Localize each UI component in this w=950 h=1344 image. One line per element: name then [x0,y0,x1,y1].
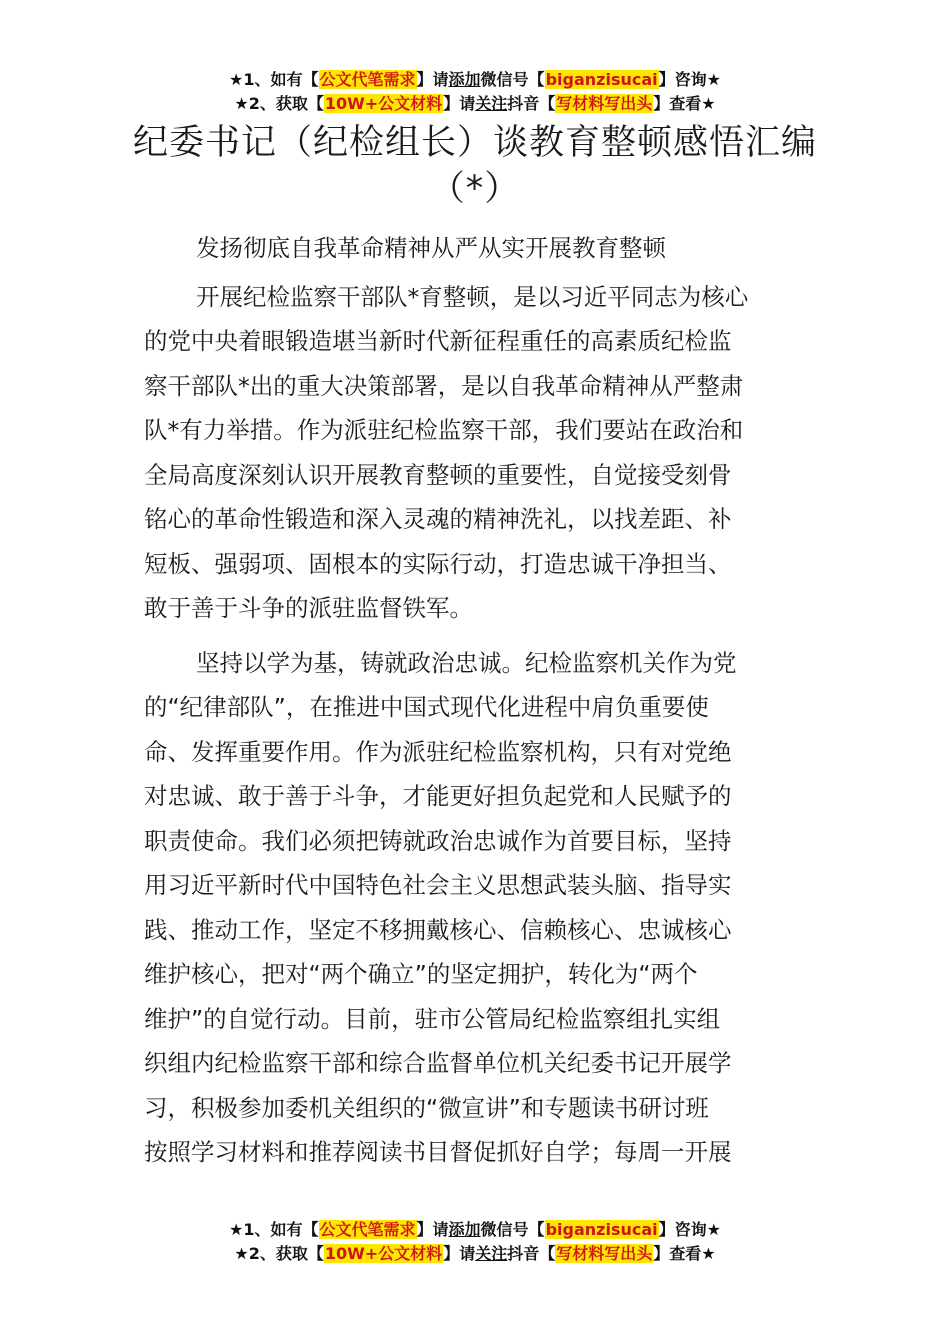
promo-line-2 [0,92,950,116]
promo-highlight: 10W+公文材料 [324,1244,443,1263]
promo-text: 】咨询★ [658,70,721,89]
paragraph-line: 对忠诚、敢于善于斗争，才能更好担负起党和人民赋予的 [144,782,732,810]
promo-text: ★1、如有【 [229,1220,319,1239]
paragraph-line: 短板、强弱项、固根本的实际行动，打造忠诚干净担当、 [144,549,732,578]
douyin-account-highlight: 写材料写出头 [556,94,653,113]
paragraph-line: 坚持以学为基，铸就政治忠诚。纪检监察机关作为党 [196,648,737,677]
promo-text: 抖音【 [507,1244,556,1263]
paragraph-line: 命、发挥重要作用。作为派驻纪检监察机构，只有对党绝 [144,737,732,766]
promo-underlined-text: 关注 [475,1244,508,1263]
promo-text: 抖音【 [507,94,556,113]
promo-highlight: 公文代笔需求 [319,70,416,89]
paragraph-line: 维护核心，把对“两个确立”的坚定拥护，转化为“两个 [144,960,698,988]
paragraph-line: 职责使命。我们必须把铸就政治忠诚作为首要目标，坚持 [144,826,732,855]
promo-underlined-text: 添加 [448,1220,481,1239]
promo-text: 】查看★ [653,94,716,113]
promo-line-1 [0,68,950,92]
paragraph-list [144,275,812,1175]
promo-text: 】咨询★ [658,1220,721,1239]
footer-promo-banner [0,1218,950,1266]
promo-line-1 [0,1218,950,1242]
paragraph-line: 全局高度深刻认识开展教育整顿的重要性，自觉接受刻骨 [144,460,732,489]
wechat-id-highlight: biganzisucai [545,1220,658,1239]
douyin-account-highlight: 写材料写出头 [556,1244,653,1263]
title-line-2: （*） [429,169,521,209]
promo-text: ★2、获取【 [234,1244,324,1263]
promo-text: 】请 [416,1220,449,1239]
paragraph-line: 用习近平新时代中国特色社会主义思想武装头脑、指导实 [144,871,732,899]
paragraph-line: 维护”的自觉行动。目前，驻市公管局纪检监察组扎实组 [144,1004,721,1033]
paragraph-line: 的“纪律部队”，在推进中国式现代化进程中肩负重要使 [144,693,709,721]
paragraph-line: 按照学习材料和推荐阅读书目督促抓好自学；每周一开展 [144,1138,732,1166]
promo-text: 】请 [443,1244,476,1263]
promo-highlight: 10W+公文材料 [324,94,443,113]
promo-text: 微信号【 [480,1220,545,1239]
section-subheading: 发扬彻底自我革命精神从严从实开展教育整顿 [196,234,666,262]
body-paragraph [144,275,812,631]
promo-text: ★2、获取【 [234,94,324,113]
promo-underlined-text: 添加 [448,70,481,89]
paragraph-line: 铭心的革命性锻造和深入灵魂的精神洗礼，以找差距、补 [144,505,732,533]
paragraph-line: 习，积极参加委机关组织的“微宣讲”和专题读书研讨班 [144,1093,709,1122]
paragraph-line: 的党中央着眼锻造堪当新时代新征程重任的高素质纪检监 [144,327,732,355]
paragraph-line: 践、推动工作，坚定不移拥戴核心、信赖核心、忠诚核心 [144,915,732,944]
promo-text: ★1、如有【 [229,70,319,89]
promo-line-2 [0,1242,950,1266]
paragraph-line: 敢于善于斗争的派驻监督铁军。 [144,594,473,622]
wechat-id-highlight: biganzisucai [545,70,658,89]
title-line-1: 纪委书记（纪检组长）谈教育整顿感悟汇编 [132,123,817,163]
paragraph-line: 开展纪检监察干部队*育整顿，是以习近平同志为核心 [196,282,749,311]
paragraph-line: 队*有力举措。作为派驻纪检监察干部，我们要站在政治和 [144,416,744,444]
paragraph-line: 察干部队*出的重大决策部署，是以自我革命精神从严整肃 [144,371,744,400]
paragraph-line: 织组内纪检监察干部和综合监督单位机关纪委书记开展学 [144,1049,732,1077]
promo-text: 】请 [416,70,449,89]
promo-underlined-text: 关注 [475,94,508,113]
promo-text: 】请 [443,94,476,113]
header-promo-banner [0,68,950,116]
body-paragraph [144,641,812,1175]
promo-highlight: 公文代笔需求 [319,1220,416,1239]
document-body [144,226,812,1185]
promo-text: 】查看★ [653,1244,716,1263]
document-title [120,120,830,212]
promo-text: 微信号【 [480,70,545,89]
